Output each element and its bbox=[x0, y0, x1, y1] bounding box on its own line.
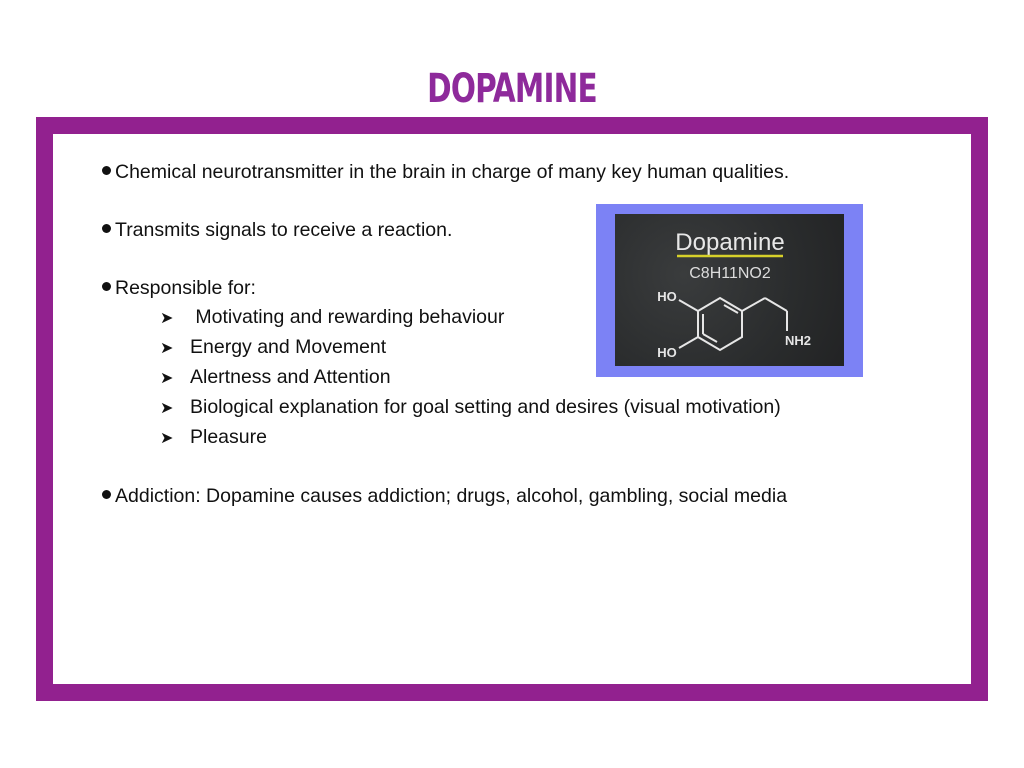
benzene-ring-icon bbox=[679, 298, 787, 350]
bullet-dot-icon bbox=[102, 166, 111, 175]
hydroxyl-label: HO bbox=[657, 289, 677, 304]
sub-bullet-item bbox=[102, 423, 789, 453]
bullet-item bbox=[102, 482, 789, 511]
bullet-text: Addiction: Dopamine causes addiction; drugs, alcohol, gambling, social media bbox=[115, 485, 788, 507]
sub-bullet-text: Pleasure bbox=[190, 426, 267, 448]
arrow-icon: ➤ bbox=[160, 370, 174, 387]
sub-bullet-text: Alertness and Attention bbox=[190, 366, 391, 388]
molecular-formula: C8H11NO2 bbox=[689, 265, 771, 282]
arrow-icon: ➤ bbox=[160, 310, 174, 327]
bullet-text: Transmits signals to receive a reaction. bbox=[115, 219, 453, 241]
bullet-text: Chemical neurotransmitter in the brain in charge of many key human qualities. bbox=[115, 161, 790, 183]
amine-label: NH2 bbox=[784, 333, 812, 348]
bullet-dot-icon bbox=[102, 282, 111, 291]
chalkboard bbox=[615, 214, 844, 366]
bullet-dot-icon bbox=[102, 224, 111, 233]
arrow-icon: ➤ bbox=[160, 400, 174, 417]
bullet-dot-icon bbox=[102, 490, 111, 499]
sub-bullet-item bbox=[102, 393, 789, 423]
dopamine-image bbox=[596, 204, 863, 377]
sub-bullet-text: Motivating and rewarding behaviour bbox=[190, 306, 505, 328]
hydroxyl-label: HO bbox=[657, 345, 677, 360]
dopamine-structure-diagram bbox=[615, 214, 844, 366]
arrow-icon: ➤ bbox=[160, 430, 174, 447]
bullet-text: Responsible for: bbox=[115, 277, 256, 299]
sub-bullet-text: Energy and Movement bbox=[190, 336, 387, 358]
sub-bullet-text: Biological explanation for goal setting and desires (visual motivation) bbox=[190, 396, 781, 418]
bullet-item bbox=[102, 158, 789, 187]
slide-title: DOPAMINE bbox=[427, 66, 597, 112]
molecule-name: Dopamine bbox=[675, 229, 785, 256]
arrow-icon: ➤ bbox=[160, 340, 174, 357]
